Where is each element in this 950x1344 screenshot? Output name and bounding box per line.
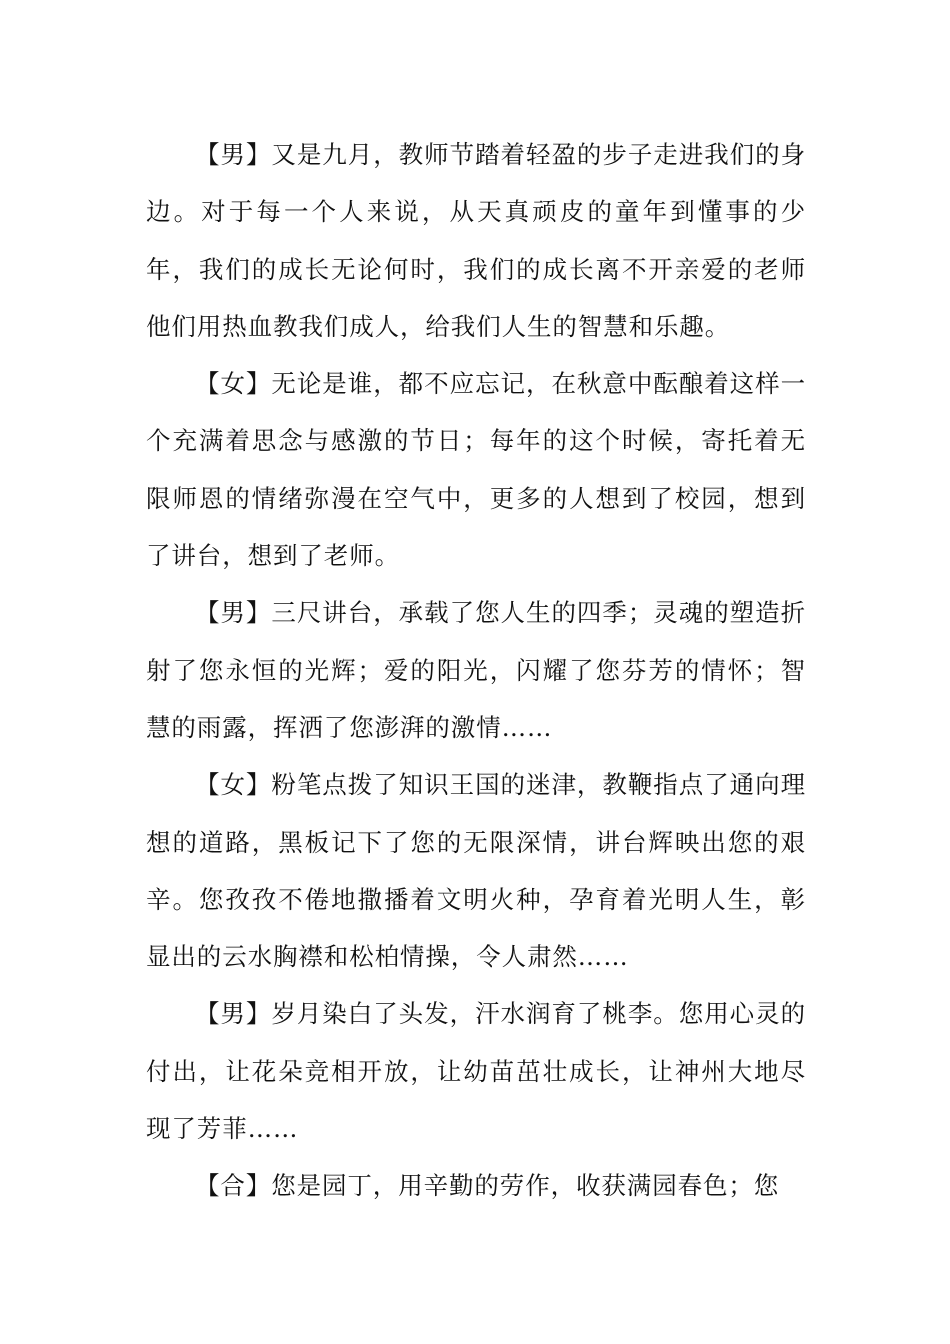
paragraph-male-3: 【男】岁月染白了头发，汗水润育了桃李。您用心灵的付出，让花朵竞相开放，让幼苗茁壮成长，让神州大地尽现了芳菲……: [146, 999, 806, 1144]
paragraph-female-2: 【女】粉笔点拨了知识王国的迷津，教鞭指点了通向理想的道路，黑板记下了您的无限深情，讲台辉映出您的艰辛。您孜孜不倦地撒播着文明火种，孕育着光明人生，彰显出的云水胸襟和松柏情操，令人肃然……: [146, 770, 806, 972]
paragraph-together-1: 【合】您是园丁，用辛勤的劳作，收获满园春色；您: [195, 1171, 780, 1201]
document-body: [146, 126, 806, 1215]
paragraph-male-1: 【男】又是九月，教师节踏着轻盈的步子走进我们的身边。对于每一个人来说，从天真顽皮的童年到懂事的少年，我们的成长无论何时，我们的成长离不开亲爱的老师他们用热血教我们成人，给我们人生的智慧和乐趣。: [146, 140, 806, 341]
paragraph-male-2: 【男】三尺讲台，承载了您人生的四季；灵魂的塑造折射了您永恒的光辉；爱的阳光，闪耀了您芬芳的情怀；智慧的雨露，挥洒了您澎湃的激情……: [146, 598, 806, 742]
paragraph-female-1: 【女】无论是谁，都不应忘记，在秋意中酝酿着这样一个充满着思念与感激的节日；每年的这个时候，寄托着无限师恩的情绪弥漫在空气中，更多的人想到了校园，想到了讲台，想到了老师。: [146, 369, 806, 571]
